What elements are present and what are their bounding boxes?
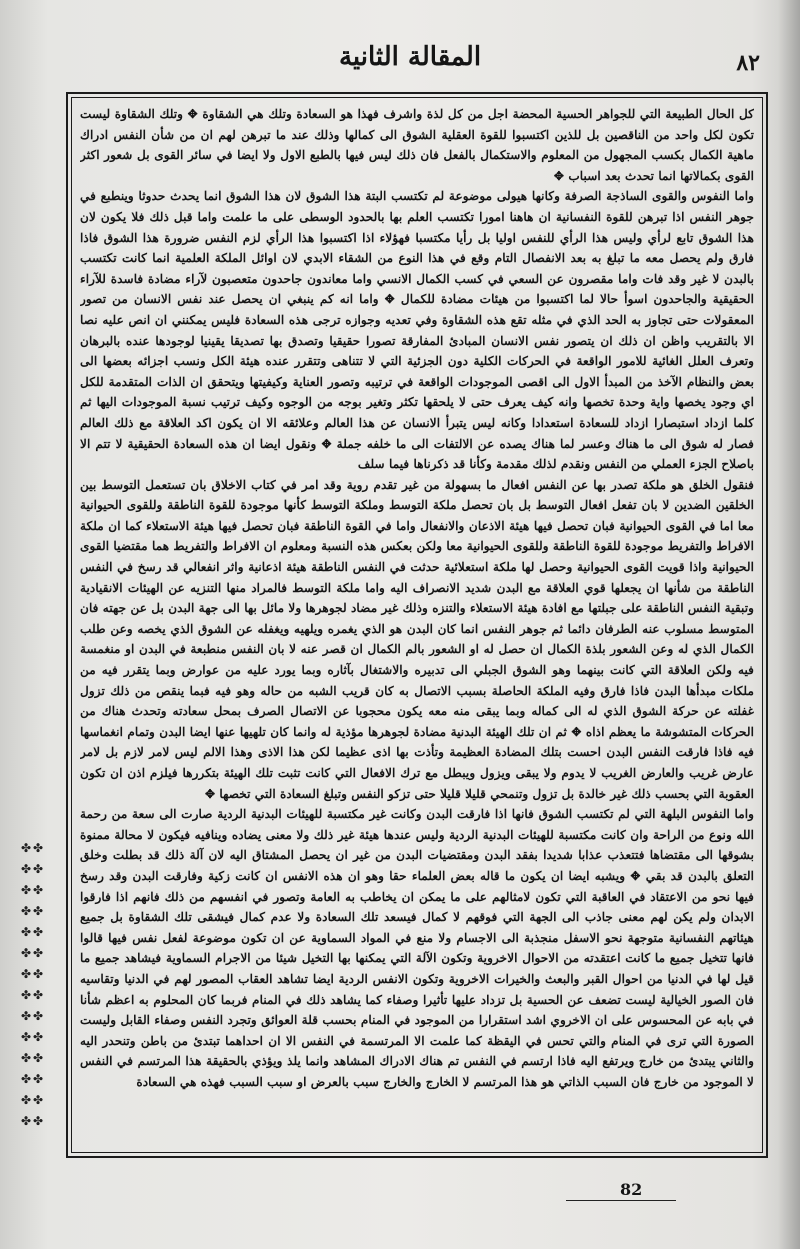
page-number-latin: 82 <box>620 1180 643 1199</box>
margin-ornament: ✤ ✤ ✤ ✤ ✤ ✤ ✤ ✤ ✤ ✤ ✤ ✤ ✤ ✤ ✤ ✤ ✤ ✤ ✤ ✤ ✤ ✤ ✤ ✤ ✤ ✤ ✤ ✤ <box>20 841 44 1128</box>
page-number-arabic: ٨٢ <box>736 50 760 76</box>
paragraph: واما النفوس البلهة التي لم تكتسب الشوق فانها اذا فارقت البدن وكانت غير مكتسبة للهيئات البدنية الردية صارت الى سعة من رحمة الله ونوع من الراحة وان كانت مكتسبة للهيئات البدنية الردية وليس عندها هيئة غير ذلك ولا معنى يضاده وينافيه فيكون لا محالة ممنوة بشوقها الى مقتضاها فتتعذب عذابا شديدا بفقد البدن ومقتضيات البدن من غير ان يحصل المشتاق اليه لان آلة ذلك قد بطلت وخلق التعلق بالبدن قد بقي ✥ ويشبه ايضا ان يكون ما قاله بعض العلماء حقا وهو ان هذه الانفس ان كانت زكية وفارقت البدن وقد رسخ فيها نحو من الاعتقاد في العاقبة التي تكون لامثالهم على ما يمكن ان يخاطب به العامة وتصور في انفسهم من ذلك فانهم اذا فارقوا الابدان ولم يكن لهم معنى جاذب الى الجهة التي فوقهم لا كمال فيسعد تلك السعادة ولا عدم كمال فيشقى تلك الشقاوة بل جميع هيئاتهم النفسانية متوجهة نحو الاسفل منجذبة الى الاجسام ولا منع في المواد السماوية عن ان تكون موضوعة لفعل نفس فيها قالوا فانها تتخيل جميع ما كانت اعتقدته من الاحوال الاخروية وتكون الآلة التي يمكنها بها التخيل شيئا من الاجرام السماوية فيشاهد جميع ما قيل لها في الدنيا من احوال القبر والبعث والخيرات الاخروية وتكون الانفس الردية ايضا تشاهد العقاب المصور لهم في الدنيا وتقاسيه فان الصور الخيالية ليست تضعف عن الحسية بل تزداد عليها تأثيرا وصفاء كما يشاهد ذلك في المنام فربما كان المحلوم به اعظم شأنا في بابه عن المحسوس على ان الاخروي اشد استقرارا من الموجود في المنام بحسب قلة العوائق وتجرد النفس وصفاء القابل وليست الصورة التي ترى في المنام والتي تحس في اليقظة كما علمت الا المرتسمة في النفس الا ان احداهما تبتدئ من باطن وتنحدر اليه والثاني يبتدئ من خارج ويرتفع اليه فاذا ارتسم في النفس تم هناك الادراك المشاهد وانما يلذ ويؤذي بالحقيقة هذا المرتسم في النفس لا الموجود من خارج فان السبب الذاتي هو هذا المرتسم لا الخارج والخارج سبب بالعرض او سبب السبب فهذه هي السعادة <box>80 807 754 1089</box>
page-header <box>60 40 760 92</box>
paragraph: كل الحال الطبيعة التي للجواهر الحسية المحضة اجل من كل لذة واشرف فهذا هو السعادة وتلك هي الشقاوة ✥ وتلك الشقاوة ليست تكون لكل واحد من الناقصين بل للذين اكتسبوا للقوة العقلية الشوق الى كمالها وذلك عند ما تبرهن لهم ان من شأن النفس ادراك ماهية الكمال بكسب المجهول من المعلوم والاستكمال بالفعل فان ذلك ليس فيها بالطبع الاول ولا ايضا في سائر القوى بل شعور اكثر القوى بكمالاتها انما تحدث بعد اسباب ✥ <box>80 107 754 183</box>
text-frame <box>66 92 768 1158</box>
paragraph: فنقول الخلق هو ملكة تصدر بها عن النفس افعال ما بسهولة من غير تقدم روية وقد امر في كتاب الاخلاق بان تستعمل التوسط بين الخلقين الضدين لا بان تفعل افعال التوسط بل بان تحصل ملكة التوسط وملكة التوسط كأنها موجودة للقوة الناطقة وللقوى الحيوانية معا اما في القوى الحيوانية فبان تحصل فيها هيئة الاذعان والانفعال واما في القوة الناطقة فبان تحصل فيها هيئة الاستعلاء كما ان ملكة الافراط والتفريط موجودة للقوة الناطقة وللقوى الحيوانية معا ولكن بعكس هذه النسبة ومعلوم ان الافراط والتفريط هما مقتضيا القوى الحيوانية واذا قويت القوى الحيوانية وحصل لها ملكة استعلائية حدثت في النفس الناطقة هيئة اذعانية واثر انفعالي قد رسخ في النفس الناطقة من شأنها ان يجعلها قوي العلاقة مع البدن شديد الانصراف اليه واما ملكة التوسط فالمراد منها التنزيه عن الهيئات الانقيادية وتبقية النفس الناطقة على جبلتها مع افادة هيئة الاستعلاء والتنزه وذلك غير مضاد لجوهرها ولا مائل بها الى جهة البدن بل عن جهته فان المتوسط مسلوب عنه الطرفان دائما ثم جوهر النفس انما كان البدن هو الذي يغمره ويلهيه ويغفله عن الشوق الذي يخصه وعن طلب الكمال الذي له وعن الشعور بلذة الكمال ان حصل له او الشعور بالم الكمال ان قصر عنه لا بان النفس منطبعة في البدن او منغمسة فيه ولكن العلاقة التي كانت بينهما وهو الشوق الجبلي الى تدبيره والاشتغال بآثاره وبما يورد عليه من عوارض وبما يتقرر فيه من ملكات مبدأها البدن فاذا فارق وفيه الملكة الحاصلة بسبب الاتصال به كان قريب الشبه من حاله وهو فيه فبما ينقص من ذلك تزول غفلته عن حركة الشوق الذي له الى كماله وبما يبقى منه معه يكون محجوبا عن الاتصال الصرف بمحل سعادته وتحدث هناك من الحركات المتشوشة ما يعظم اذاه ✥ ثم ان تلك الهيئة البدنية مضادة لجوهرها مؤذية له وانما كان تلهيها عنها ايضا البدن وتمام انغماسها فيه فاذا فارقت النفس البدن احست بتلك المضادة العظيمة وتأذت بها اذى عظيما لكن هذا الاذى وهذا الالم ليس لامر لازم بل لامر عارض غريب والعارض الغريب لا يدوم ولا يبقى ويزول ويبطل مع ترك الافعال التي كانت تثبت تلك الهيئة بتكررها فيلزم اذن ان تكون العقوبة التي بحسب ذلك غير خالدة بل تزول وتنمحي قليلا قليلا حتى تزكو النفس وتبلغ السعادة التي تخصها ✥ <box>80 477 754 801</box>
body-text <box>80 104 754 1146</box>
running-title: المقالة الثانية <box>338 42 482 72</box>
paragraph: واما النفوس والقوى الساذجة الصرفة وكانها هيولى موضوعة لم تكتسب البتة هذا الشوق لان هذا الشوق انما يحدث حدوثا وينطبع في جوهر النفس اذا تبرهن للقوة النفسانية ان هاهنا امورا تكتسب العلم بها بالحدود الوسطى على ما علمت واما قبل ذلك فلا يكون لان هذا الشوق تابع لرأي وليس هذا الرأي للنفس اوليا بل رأيا مكتسبا فهؤلاء اذا اكتسبوا هذا الرأي لزم النفس ضرورة هذا الشوق فاذا فارق ولم يحصل معه ما تبلغ به بعد الانفصال التام وقع في هذا النوع من الشقاء الابدي لان اوائل الملكة العلمية انما كانت تكتسب بالبدن لا غير وقد فات واما مقصرون عن السعي في كسب الكمال الانسي واما معاندون جاحدون متعصبون لآراء مضادة فاسدة للآراء الحقيقية والجاحدون اسوأ حالا لما اكتسبوا من هيئات مضادة للكمال ✥ واما انه كم ينبغي ان يحصل عند نفس الانسان من تصور المعقولات حتى تجاوز به الحد الذي في مثله تقع هذه الشقاوة وفي تعديه وجوازه ترجى هذه السعادة فليس يمكنني ان انص عليه نصا الا بالتقريب واظن ان ذلك ان يتصور نفس الانسان المبادئ المفارقة تصورا حقيقيا وتصدق بها تصديقا يقينيا لوجودها عنده بالبرهان وتعرف العلل الغائية للامور الواقعة في الحركات الكلية دون الجزئية التي لا تتناهى وتتقرر عنده هيئة الكل ونسب اجزائه بعضها الى بعض والنظام الآخذ من المبدأ الاول الى اقصى الموجودات الواقعة في ترتيبه وتصور العناية وكيفيتها ويتحقق ان الذات المتقدمة للكل اي وجود يخصها واية وحدة تخصها وانه كيف يعرف حتى لا يلحقها تكثر وتغير بوجه من الوجوه وكيف ترتيب نسبة الموجودات اليها ثم كلما ازداد استبصارا ازداد للسعادة استعدادا وكانه ليس يتبرأ الانسان عن هذا العالم وعلائقه الا ان يكون اكد العلاقة مع ذلك العالم فصار له شوق الى ما هناك وعسر لما هناك يصده عن الالتفات الى ما خلفه جملة ✥ ونقول ايضا ان هذه السعادة الحقيقية لا تتم الا باصلاح الجزء العملي من النفس ونقدم لذلك مقدمة وكأنا قد ذكرناها فيما سلف <box>80 189 754 472</box>
binding-shadow <box>778 0 800 1249</box>
footer-rule <box>566 1200 676 1201</box>
